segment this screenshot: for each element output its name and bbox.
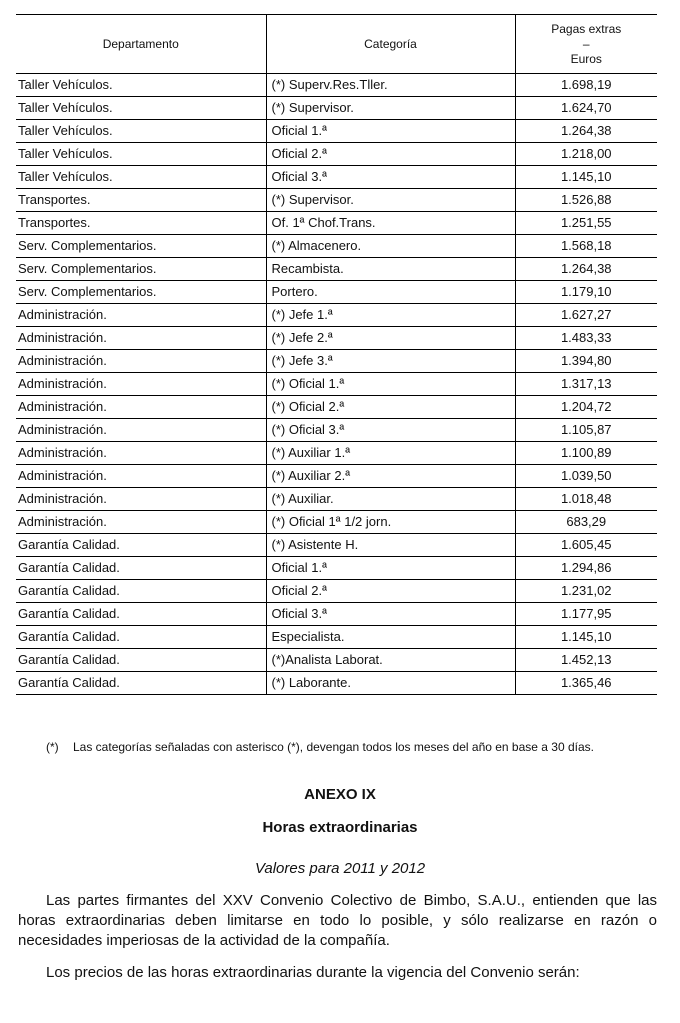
department-cell: Transportes. bbox=[16, 189, 266, 212]
table-row bbox=[16, 511, 657, 534]
category-cell: (*) Jefe 1.ª bbox=[266, 304, 515, 327]
category-cell: Oficial 1.ª bbox=[266, 557, 515, 580]
amount-cell: 1.251,55 bbox=[515, 212, 657, 235]
department-cell: Garantía Calidad. bbox=[16, 649, 266, 672]
department-cell: Administración. bbox=[16, 304, 266, 327]
annex-title: ANEXO IX bbox=[304, 786, 376, 803]
amount-cell: 1.264,38 bbox=[515, 258, 657, 281]
amount-cell: 1.394,80 bbox=[515, 350, 657, 373]
amount-cell: 1.526,88 bbox=[515, 189, 657, 212]
category-cell: (*) Oficial 1.ª bbox=[266, 373, 515, 396]
department-cell: Taller Vehículos. bbox=[16, 166, 266, 189]
header-category: Categoría bbox=[266, 15, 515, 74]
table-row bbox=[16, 212, 657, 235]
department-cell: Garantía Calidad. bbox=[16, 580, 266, 603]
department-cell: Administración. bbox=[16, 396, 266, 419]
department-cell: Administración. bbox=[16, 373, 266, 396]
category-cell: (*) Auxiliar. bbox=[266, 488, 515, 511]
table-row bbox=[16, 74, 657, 97]
amount-cell: 1.145,10 bbox=[515, 166, 657, 189]
values-heading: Valores para 2011 y 2012 bbox=[254, 860, 426, 877]
category-cell: Of. 1ª Chof.Trans. bbox=[266, 212, 515, 235]
department-cell: Taller Vehículos. bbox=[16, 74, 266, 97]
table-row bbox=[16, 350, 657, 373]
amount-cell: 1.218,00 bbox=[515, 143, 657, 166]
category-cell: (*)Analista Laborat. bbox=[266, 649, 515, 672]
department-cell: Transportes. bbox=[16, 212, 266, 235]
category-cell: Oficial 2.ª bbox=[266, 580, 515, 603]
category-cell: (*) Auxiliar 1.ª bbox=[266, 442, 515, 465]
amount-cell: 1.317,13 bbox=[515, 373, 657, 396]
category-cell: (*) Supervisor. bbox=[266, 189, 515, 212]
department-cell: Administración. bbox=[16, 327, 266, 350]
table-row bbox=[16, 281, 657, 304]
department-cell: Serv. Complementarios. bbox=[16, 281, 266, 304]
amount-cell: 1.100,89 bbox=[515, 442, 657, 465]
amount-cell: 683,29 bbox=[515, 511, 657, 534]
category-cell: Oficial 1.ª bbox=[266, 120, 515, 143]
amount-cell: 1.698,19 bbox=[515, 74, 657, 97]
amount-cell: 1.627,27 bbox=[515, 304, 657, 327]
department-cell: Garantía Calidad. bbox=[16, 603, 266, 626]
category-cell: (*) Jefe 2.ª bbox=[266, 327, 515, 350]
pay-table-body bbox=[16, 74, 657, 695]
department-cell: Serv. Complementarios. bbox=[16, 258, 266, 281]
department-cell: Garantía Calidad. bbox=[16, 626, 266, 649]
header-pay-line3: Euros bbox=[570, 51, 602, 66]
table-row bbox=[16, 120, 657, 143]
amount-cell: 1.145,10 bbox=[515, 626, 657, 649]
amount-cell: 1.105,87 bbox=[515, 419, 657, 442]
department-cell: Administración. bbox=[16, 511, 266, 534]
category-cell: (*) Laborante. bbox=[266, 672, 515, 695]
paragraph-prices: Los precios de las horas extraordinarias durante la vigencia del Convenio serán: bbox=[46, 964, 580, 981]
category-cell: (*) Jefe 3.ª bbox=[266, 350, 515, 373]
table-row bbox=[16, 304, 657, 327]
department-cell: Garantía Calidad. bbox=[16, 534, 266, 557]
table-row bbox=[16, 97, 657, 120]
amount-cell: 1.483,33 bbox=[515, 327, 657, 350]
table-row bbox=[16, 442, 657, 465]
header-pay bbox=[515, 15, 657, 74]
amount-cell: 1.605,45 bbox=[515, 534, 657, 557]
amount-cell: 1.294,86 bbox=[515, 557, 657, 580]
department-cell: Administración. bbox=[16, 419, 266, 442]
department-cell: Administración. bbox=[16, 465, 266, 488]
footnote-mark: (*) bbox=[46, 740, 59, 754]
category-cell: (*) Superv.Res.Tller. bbox=[266, 74, 515, 97]
category-cell: (*) Oficial 1ª 1/2 jorn. bbox=[266, 511, 515, 534]
category-cell: (*) Oficial 3.ª bbox=[266, 419, 515, 442]
table-row bbox=[16, 396, 657, 419]
table-row bbox=[16, 373, 657, 396]
category-cell: Oficial 3.ª bbox=[266, 166, 515, 189]
table-row bbox=[16, 419, 657, 442]
pay-table bbox=[16, 14, 657, 695]
annex-subtitle: Horas extraordinarias bbox=[262, 819, 418, 836]
table-row bbox=[16, 258, 657, 281]
amount-cell: 1.264,38 bbox=[515, 120, 657, 143]
table-row bbox=[16, 672, 657, 695]
category-cell: Oficial 2.ª bbox=[266, 143, 515, 166]
department-cell: Serv. Complementarios. bbox=[16, 235, 266, 258]
table-row bbox=[16, 235, 657, 258]
category-cell: (*) Almacenero. bbox=[266, 235, 515, 258]
footnote bbox=[46, 740, 594, 754]
table-row bbox=[16, 488, 657, 511]
amount-cell: 1.204,72 bbox=[515, 396, 657, 419]
amount-cell: 1.624,70 bbox=[515, 97, 657, 120]
table-row bbox=[16, 327, 657, 350]
table-row bbox=[16, 465, 657, 488]
header-pay-line1: Pagas extras bbox=[551, 21, 622, 36]
amount-cell: 1.365,46 bbox=[515, 672, 657, 695]
header-pay-line2: – bbox=[582, 36, 590, 51]
table-row bbox=[16, 580, 657, 603]
category-cell: Portero. bbox=[266, 281, 515, 304]
amount-cell: 1.177,95 bbox=[515, 603, 657, 626]
department-cell: Garantía Calidad. bbox=[16, 672, 266, 695]
table-row bbox=[16, 143, 657, 166]
amount-cell: 1.231,02 bbox=[515, 580, 657, 603]
table-header-row bbox=[16, 15, 657, 74]
amount-cell: 1.018,48 bbox=[515, 488, 657, 511]
department-cell: Administración. bbox=[16, 442, 266, 465]
header-department: Departamento bbox=[16, 15, 266, 74]
table-row bbox=[16, 626, 657, 649]
category-cell: (*) Asistente H. bbox=[266, 534, 515, 557]
table-row bbox=[16, 166, 657, 189]
table-row bbox=[16, 189, 657, 212]
amount-cell: 1.039,50 bbox=[515, 465, 657, 488]
department-cell: Administración. bbox=[16, 488, 266, 511]
table-row bbox=[16, 603, 657, 626]
paragraph-intro: Las partes firmantes del XXV Convenio Colectivo de Bimbo, S.A.U., entienden que las horas extraordinarias deben limitarse en todo lo posible, y sólo realizarse en razón o necesidades imperiosas de la actividad de la compañía. bbox=[18, 892, 657, 949]
category-cell: (*) Auxiliar 2.ª bbox=[266, 465, 515, 488]
amount-cell: 1.179,10 bbox=[515, 281, 657, 304]
footnote-text: Las categorías señaladas con asterisco (*), devengan todos los meses del año en base a 30 días. bbox=[73, 740, 594, 754]
category-cell: (*) Supervisor. bbox=[266, 97, 515, 120]
table-row bbox=[16, 557, 657, 580]
table-row bbox=[16, 534, 657, 557]
department-cell: Taller Vehículos. bbox=[16, 97, 266, 120]
department-cell: Garantía Calidad. bbox=[16, 557, 266, 580]
category-cell: Especialista. bbox=[266, 626, 515, 649]
amount-cell: 1.452,13 bbox=[515, 649, 657, 672]
category-cell: Recambista. bbox=[266, 258, 515, 281]
department-cell: Taller Vehículos. bbox=[16, 143, 266, 166]
table-row bbox=[16, 649, 657, 672]
department-cell: Taller Vehículos. bbox=[16, 120, 266, 143]
category-cell: Oficial 3.ª bbox=[266, 603, 515, 626]
category-cell: (*) Oficial 2.ª bbox=[266, 396, 515, 419]
department-cell: Administración. bbox=[16, 350, 266, 373]
amount-cell: 1.568,18 bbox=[515, 235, 657, 258]
